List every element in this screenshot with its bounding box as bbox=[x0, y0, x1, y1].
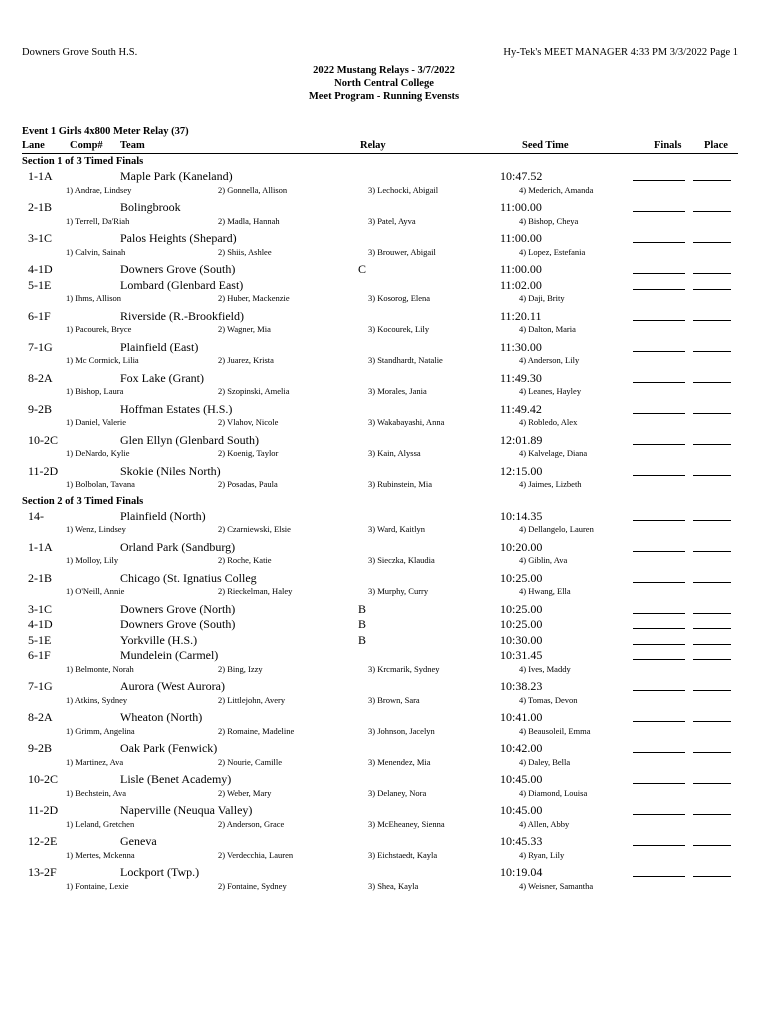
team-cell: Orland Park (Sandburg) bbox=[120, 539, 236, 554]
runner-name: 4) Weisner, Samantha bbox=[519, 880, 594, 891]
lane-cell: 1-1A bbox=[28, 169, 53, 183]
team-cell: Lisle (Benet Academy) bbox=[120, 772, 232, 786]
runner-name: 2) Anderson, Grace bbox=[218, 818, 285, 829]
col-lane: Lane bbox=[22, 140, 45, 151]
seed-time-cell: 11:30.00 bbox=[500, 339, 542, 354]
place-blank-line bbox=[693, 475, 731, 476]
runner-name: 1) Fontaine, Lexie bbox=[66, 880, 129, 891]
runner-name: 1) Bolbolan, Tavana bbox=[66, 479, 135, 489]
place-blank-line bbox=[693, 413, 731, 414]
entry-row bbox=[0, 278, 768, 294]
entry-row bbox=[0, 679, 768, 695]
runner-name: 3) Sieczka, Klaudia bbox=[368, 555, 435, 565]
runner-name: 3) Eichstaedt, Kayla bbox=[368, 849, 438, 860]
runner-name: 3) Morales, Jania bbox=[368, 386, 427, 396]
runner-name: 3) Menendez, Mia bbox=[368, 756, 431, 767]
relay-cell: B bbox=[358, 632, 367, 647]
place-blank-line bbox=[693, 876, 731, 877]
runner-name: 4) Giblin, Ava bbox=[519, 555, 568, 565]
lane-cell: 12-2E bbox=[28, 834, 58, 848]
runner-name: 1) Bechstein, Ava bbox=[66, 787, 127, 798]
venue-title: North Central College bbox=[334, 78, 434, 89]
lane-cell: 10-2C bbox=[28, 432, 58, 447]
runner-name: 3) Kosorog, Elena bbox=[368, 293, 431, 303]
team-cell: Hoffman Estates (H.S.) bbox=[120, 401, 233, 416]
lane-cell: 6-1F bbox=[28, 308, 51, 323]
place-blank-line bbox=[693, 845, 731, 846]
runner-names-row bbox=[0, 247, 768, 263]
runner-name: 2) Wagner, Mia bbox=[218, 324, 271, 334]
team-cell: Geneva bbox=[120, 834, 157, 848]
runner-name: 3) Kocourek, Lily bbox=[368, 324, 430, 334]
place-blank-line bbox=[693, 551, 731, 552]
seed-time-cell: 11:49.42 bbox=[500, 401, 542, 416]
runner-name: 2) Madla, Hannah bbox=[218, 215, 280, 226]
seed-time-cell: 11:49.30 bbox=[500, 370, 542, 385]
finals-blank-line bbox=[633, 273, 685, 274]
entry-row bbox=[0, 231, 768, 247]
entry-row bbox=[0, 169, 768, 185]
runner-name: 4) Lopez, Estefania bbox=[519, 246, 586, 257]
team-cell: Palos Heights (Shepard) bbox=[120, 231, 237, 245]
runner-name: 3) Shea, Kayla bbox=[368, 880, 419, 891]
lane-cell: 1-1A bbox=[28, 539, 53, 554]
runner-names-row bbox=[0, 293, 768, 309]
seed-time-cell: 10:45.00 bbox=[500, 772, 543, 786]
team-cell: Wheaton (North) bbox=[120, 710, 203, 724]
entry-row bbox=[0, 200, 768, 216]
finals-blank-line bbox=[633, 690, 685, 691]
seed-time-cell: 11:02.00 bbox=[500, 277, 542, 292]
runner-name: 3) Rubinstein, Mia bbox=[368, 479, 432, 489]
place-blank-line bbox=[693, 752, 731, 753]
runner-name: 4) Allen, Abby bbox=[519, 818, 570, 829]
runner-name: 3) Lechocki, Abigail bbox=[368, 184, 439, 195]
runner-name: 4) Anderson, Lily bbox=[519, 355, 580, 365]
entry-row bbox=[0, 371, 768, 387]
runner-name: 1) Pacourek, Bryce bbox=[66, 324, 132, 334]
finals-blank-line bbox=[633, 783, 685, 784]
runner-name: 1) Ihms, Allison bbox=[66, 293, 122, 303]
col-relay: Relay bbox=[360, 140, 386, 151]
runner-name: 4) Daley, Bella bbox=[519, 756, 571, 767]
seed-time-cell: 10:47.52 bbox=[500, 169, 543, 183]
lane-cell: 6-1F bbox=[28, 648, 51, 662]
runner-name: 1) Molloy, Lily bbox=[66, 555, 119, 565]
entry-row bbox=[0, 340, 768, 356]
finals-blank-line bbox=[633, 659, 685, 660]
runner-name: 2) Vlahov, Nicole bbox=[218, 417, 279, 427]
place-blank-line bbox=[693, 520, 731, 521]
finals-blank-line bbox=[633, 520, 685, 521]
col-place: Place bbox=[704, 140, 728, 151]
team-cell: Yorkville (H.S.) bbox=[120, 632, 198, 647]
team-cell: Aurora (West Aurora) bbox=[120, 679, 225, 693]
runner-name: 1) Grimm, Angelina bbox=[66, 725, 135, 736]
runner-names-row bbox=[0, 788, 768, 804]
runner-name: 4) Hwang, Ella bbox=[519, 586, 571, 596]
entry-row bbox=[0, 834, 768, 850]
runner-name: 4) Ives, Maddy bbox=[519, 663, 571, 674]
runner-name: 2) Czarniewski, Elsie bbox=[218, 524, 291, 534]
seed-time-cell: 10:38.23 bbox=[500, 679, 543, 693]
runner-name: 2) Verdecchia, Lauren bbox=[218, 849, 294, 860]
team-cell: Glen Ellyn (Glenbard South) bbox=[120, 432, 259, 447]
finals-blank-line bbox=[633, 444, 685, 445]
finals-blank-line bbox=[633, 211, 685, 212]
place-blank-line bbox=[693, 320, 731, 321]
runner-name: 4) Tomas, Devon bbox=[519, 694, 578, 705]
team-cell: Downers Grove (North) bbox=[120, 601, 236, 616]
col-finals: Finals bbox=[654, 140, 682, 151]
relay-cell: B bbox=[358, 617, 367, 631]
entry-row bbox=[0, 803, 768, 819]
runner-name: 4) Leanes, Hayley bbox=[519, 386, 582, 396]
col-team: Team bbox=[120, 140, 145, 151]
runner-names-row bbox=[0, 850, 768, 866]
runner-name: 3) Murphy, Curry bbox=[368, 586, 429, 596]
team-cell: Chicago (St. Ignatius Colleg bbox=[120, 570, 257, 585]
team-cell: Plainfield (North) bbox=[120, 508, 206, 523]
lane-cell: 5-1E bbox=[28, 277, 52, 292]
finals-blank-line bbox=[633, 382, 685, 383]
entry-row bbox=[0, 602, 768, 618]
runner-name: 1) Martinez, Ava bbox=[66, 756, 124, 767]
place-blank-line bbox=[693, 289, 731, 290]
seed-time-cell: 11:00.00 bbox=[500, 262, 542, 276]
runner-name: 2) Bing, Izzy bbox=[218, 663, 263, 674]
relay-cell: C bbox=[358, 262, 367, 276]
seed-time-cell: 10:31.45 bbox=[500, 648, 543, 662]
finals-blank-line bbox=[633, 242, 685, 243]
seed-time-cell: 10:45.00 bbox=[500, 803, 543, 817]
entry-row bbox=[0, 433, 768, 449]
place-blank-line bbox=[693, 180, 731, 181]
runner-name: 1) Leland, Gretchen bbox=[66, 818, 135, 829]
seed-time-cell: 10:25.00 bbox=[500, 601, 543, 616]
runner-name: 2) Posadas, Paula bbox=[218, 479, 278, 489]
runner-name: 2) Shiis, Ashlee bbox=[218, 246, 272, 257]
finals-blank-line bbox=[633, 475, 685, 476]
runner-name: 4) Robledo, Alex bbox=[519, 417, 578, 427]
runner-name: 1) Belmonte, Norah bbox=[66, 663, 134, 674]
runner-name: 3) Ward, Kaitlyn bbox=[368, 524, 425, 534]
runner-name: 4) Beausoleil, Emma bbox=[519, 725, 591, 736]
runner-names-row bbox=[0, 386, 768, 402]
finals-blank-line bbox=[633, 721, 685, 722]
runner-name: 1) Mertes, Mckenna bbox=[66, 849, 135, 860]
finals-blank-line bbox=[633, 752, 685, 753]
runner-name: 3) Wakabayashi, Anna bbox=[368, 417, 445, 427]
runner-name: 3) Brouwer, Abigail bbox=[368, 246, 436, 257]
finals-blank-line bbox=[633, 613, 685, 614]
runner-name: 2) Gonnella, Allison bbox=[218, 184, 288, 195]
entry-row bbox=[0, 741, 768, 757]
lane-cell: 11-2D bbox=[28, 463, 59, 478]
seed-time-cell: 10:19.04 bbox=[500, 865, 543, 879]
lane-cell: 10-2C bbox=[28, 772, 58, 786]
col-seed: Seed Time bbox=[522, 140, 569, 151]
place-blank-line bbox=[693, 721, 731, 722]
relay-cell: B bbox=[358, 601, 367, 616]
runner-name: 1) O'Neill, Annie bbox=[66, 586, 125, 596]
runner-names-row bbox=[0, 524, 768, 540]
seed-time-cell: 10:14.35 bbox=[500, 508, 543, 523]
finals-blank-line bbox=[633, 413, 685, 414]
runner-name: 3) Kain, Alyssa bbox=[368, 448, 421, 458]
lane-cell: 13-2F bbox=[28, 865, 57, 879]
runner-name: 4) Dellangelo, Lauren bbox=[519, 524, 594, 534]
runner-name: 2) Juarez, Krista bbox=[218, 355, 274, 365]
runner-name: 2) Szopinski, Amelia bbox=[218, 386, 290, 396]
finals-blank-line bbox=[633, 582, 685, 583]
runner-names-row bbox=[0, 448, 768, 464]
runner-name: 2) Rieckelman, Haley bbox=[218, 586, 293, 596]
place-blank-line bbox=[693, 690, 731, 691]
section-heading: Section 1 of 3 Timed Finals bbox=[22, 156, 144, 167]
seed-time-cell: 11:00.00 bbox=[500, 200, 542, 214]
place-blank-line bbox=[693, 814, 731, 815]
entry-row bbox=[0, 402, 768, 418]
place-blank-line bbox=[693, 351, 731, 352]
runner-name: 3) Patel, Ayva bbox=[368, 215, 416, 226]
lane-cell: 9-2B bbox=[28, 401, 52, 416]
finals-blank-line bbox=[633, 628, 685, 629]
lane-cell: 8-2A bbox=[28, 710, 53, 724]
runner-name: 1) Daniel, Valerie bbox=[66, 417, 127, 427]
place-blank-line bbox=[693, 628, 731, 629]
place-blank-line bbox=[693, 613, 731, 614]
runner-name: 4) Dalton, Maria bbox=[519, 324, 576, 334]
lane-cell: 3-1C bbox=[28, 231, 52, 245]
lane-cell: 7-1G bbox=[28, 679, 53, 693]
program-title: Meet Program - Running Evensts bbox=[308, 91, 460, 102]
runner-name: 4) Kalvelage, Diana bbox=[519, 448, 588, 458]
team-cell: Fox Lake (Grant) bbox=[120, 370, 204, 385]
runner-names-row bbox=[0, 695, 768, 711]
team-cell: Naperville (Neuqua Valley) bbox=[120, 803, 253, 817]
lane-cell: 3-1C bbox=[28, 601, 52, 616]
runner-name: 2) Huber, Mackenzie bbox=[218, 293, 290, 303]
runner-names-row bbox=[0, 757, 768, 773]
finals-blank-line bbox=[633, 876, 685, 877]
entry-row bbox=[0, 309, 768, 325]
runner-name: 3) Brown, Sara bbox=[368, 694, 420, 705]
seed-time-cell: 11:20.11 bbox=[500, 308, 542, 323]
entry-row bbox=[0, 865, 768, 881]
runner-name: 1) Mc Cormick, Lilia bbox=[66, 355, 139, 365]
seed-time-cell: 11:00.00 bbox=[500, 231, 542, 245]
lane-cell: 5-1E bbox=[28, 632, 52, 647]
lane-cell: 4-1D bbox=[28, 617, 53, 631]
runner-names-row bbox=[0, 881, 768, 897]
runner-name: 2) Romaine, Madeline bbox=[218, 725, 295, 736]
runner-name: 2) Roche, Katie bbox=[218, 555, 272, 565]
runner-names-row bbox=[0, 819, 768, 835]
place-blank-line bbox=[693, 582, 731, 583]
runner-name: 1) Wenz, Lindsey bbox=[66, 524, 126, 534]
runner-name: 1) Terrell, Da'Riah bbox=[66, 215, 130, 226]
meet-title: 2022 Mustang Relays - 3/7/2022 bbox=[313, 65, 455, 76]
entry-row bbox=[0, 772, 768, 788]
place-blank-line bbox=[693, 659, 731, 660]
runner-name: 4) Bishop, Cheya bbox=[519, 215, 579, 226]
entry-row bbox=[0, 633, 768, 649]
entry-row bbox=[0, 509, 768, 525]
col-comp: Comp# bbox=[70, 140, 103, 151]
runner-name: 4) Diamond, Louisa bbox=[519, 787, 588, 798]
column-header bbox=[22, 140, 738, 154]
runner-name: 3) Standhardt, Natalie bbox=[368, 355, 443, 365]
team-cell: Mundelein (Carmel) bbox=[120, 648, 219, 662]
team-cell: Downers Grove (South) bbox=[120, 617, 236, 631]
seed-time-cell: 10:30.00 bbox=[500, 632, 543, 647]
seed-time-cell: 10:42.00 bbox=[500, 741, 543, 755]
entry-row bbox=[0, 648, 768, 664]
runner-name: 4) Mederich, Amanda bbox=[519, 184, 594, 195]
team-cell: Lockport (Twp.) bbox=[120, 865, 200, 879]
meet-titles bbox=[0, 64, 768, 103]
runner-names-row bbox=[0, 555, 768, 571]
place-blank-line bbox=[693, 382, 731, 383]
place-blank-line bbox=[693, 273, 731, 274]
seed-time-cell: 10:41.00 bbox=[500, 710, 543, 724]
school-name: Downers Grove South H.S. bbox=[22, 47, 138, 58]
software-stamp: Hy-Tek's MEET MANAGER 4:33 PM 3/3/2022 Page 1 bbox=[503, 47, 738, 58]
seed-time-cell: 12:15.00 bbox=[500, 463, 543, 478]
runner-name: 2) Koenig, Taylor bbox=[218, 448, 279, 458]
place-blank-line bbox=[693, 211, 731, 212]
team-cell: Lombard (Glenbard East) bbox=[120, 277, 244, 292]
lane-cell: 2-1B bbox=[28, 570, 52, 585]
lane-cell: 8-2A bbox=[28, 370, 53, 385]
runner-name: 4) Jaimes, Lizbeth bbox=[519, 479, 582, 489]
event-heading: Event 1 Girls 4x800 Meter Relay (37) bbox=[22, 126, 189, 137]
seed-time-cell: 10:20.00 bbox=[500, 539, 543, 554]
runner-name: 3) Johnson, Jacelyn bbox=[368, 725, 435, 736]
runner-names-row bbox=[0, 417, 768, 433]
runner-name: 1) Bishop, Laura bbox=[66, 386, 124, 396]
runner-name: 2) Littlejohn, Avery bbox=[218, 694, 286, 705]
runner-name: 2) Fontaine, Sydney bbox=[218, 880, 287, 891]
runner-names-row bbox=[0, 216, 768, 232]
entry-row bbox=[0, 540, 768, 556]
runner-name: 4) Ryan, Lily bbox=[519, 849, 565, 860]
entry-row bbox=[0, 262, 768, 278]
seed-time-cell: 12:01.89 bbox=[500, 432, 543, 447]
team-cell: Riverside (R.-Brookfield) bbox=[120, 308, 244, 323]
runner-names-row bbox=[0, 185, 768, 201]
runner-names-row bbox=[0, 726, 768, 742]
entries-list bbox=[0, 155, 768, 896]
runner-name: 1) Atkins, Sydney bbox=[66, 694, 128, 705]
lane-cell: 11-2D bbox=[28, 803, 59, 817]
team-cell: Bolingbrook bbox=[120, 200, 181, 214]
finals-blank-line bbox=[633, 814, 685, 815]
runner-name: 4) Daji, Brity bbox=[519, 293, 565, 303]
entry-row bbox=[0, 571, 768, 587]
place-blank-line bbox=[693, 444, 731, 445]
runner-name: 1) Andrae, Lindsey bbox=[66, 184, 132, 195]
team-cell: Downers Grove (South) bbox=[120, 262, 236, 276]
runner-name: 2) Nourie, Camille bbox=[218, 756, 282, 767]
entry-row bbox=[0, 710, 768, 726]
finals-blank-line bbox=[633, 845, 685, 846]
seed-time-cell: 10:45.33 bbox=[500, 834, 543, 848]
team-cell: Plainfield (East) bbox=[120, 339, 199, 354]
runner-name: 3) McEheaney, Sienna bbox=[368, 818, 445, 829]
runner-name: 3) Krcmarik, Sydney bbox=[368, 663, 440, 674]
runner-names-row bbox=[0, 324, 768, 340]
runner-name: 3) Delaney, Nora bbox=[368, 787, 427, 798]
lane-cell: 2-1B bbox=[28, 200, 52, 214]
runner-name: 2) Weber, Mary bbox=[218, 787, 272, 798]
runner-name: 1) DeNardo, Kylie bbox=[66, 448, 130, 458]
place-blank-line bbox=[693, 242, 731, 243]
runner-names-row bbox=[0, 355, 768, 371]
place-blank-line bbox=[693, 644, 731, 645]
place-blank-line bbox=[693, 783, 731, 784]
lane-cell: 9-2B bbox=[28, 741, 52, 755]
finals-blank-line bbox=[633, 551, 685, 552]
finals-blank-line bbox=[633, 289, 685, 290]
runner-names-row bbox=[0, 479, 768, 495]
finals-blank-line bbox=[633, 180, 685, 181]
seed-time-cell: 10:25.00 bbox=[500, 570, 543, 585]
lane-cell: 4-1D bbox=[28, 262, 53, 276]
finals-blank-line bbox=[633, 351, 685, 352]
entry-row bbox=[0, 464, 768, 480]
seed-time-cell: 10:25.00 bbox=[500, 617, 543, 631]
lane-cell: 7-1G bbox=[28, 339, 53, 354]
finals-blank-line bbox=[633, 644, 685, 645]
entry-row bbox=[0, 617, 768, 633]
lane-cell: 14- bbox=[28, 508, 44, 523]
team-cell: Maple Park (Kaneland) bbox=[120, 169, 233, 183]
finals-blank-line bbox=[633, 320, 685, 321]
team-cell: Skokie (Niles North) bbox=[120, 463, 221, 478]
runner-names-row bbox=[0, 664, 768, 680]
runner-names-row bbox=[0, 586, 768, 602]
section-heading: Section 2 of 3 Timed Finals bbox=[22, 495, 144, 507]
team-cell: Oak Park (Fenwick) bbox=[120, 741, 218, 755]
runner-name: 1) Calvin, Sainah bbox=[66, 246, 126, 257]
